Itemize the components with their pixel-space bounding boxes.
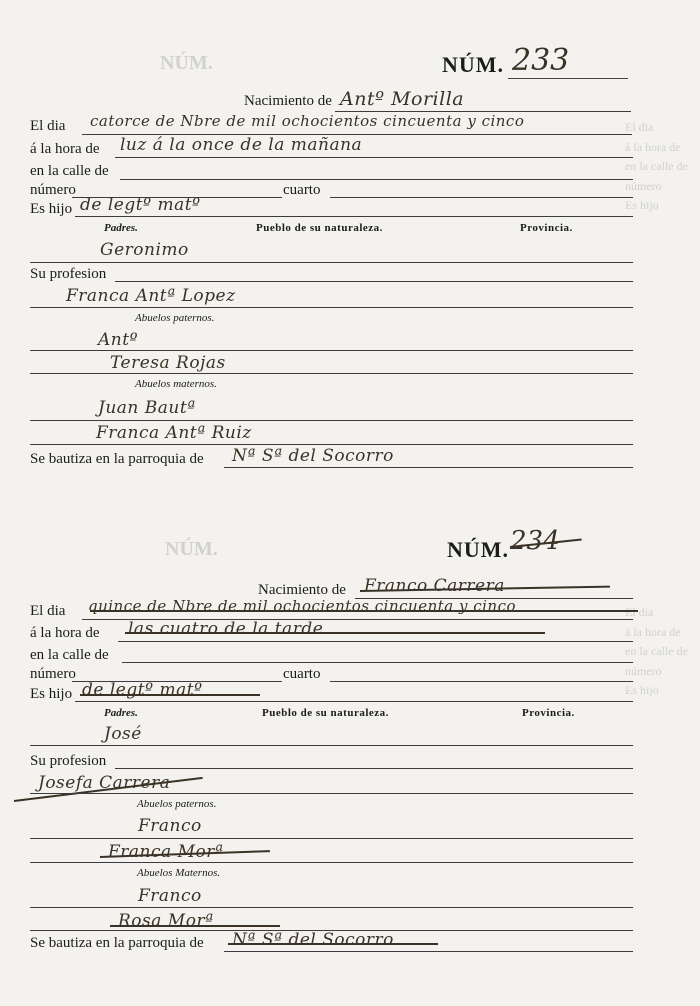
record-number-value: 234 [510, 526, 560, 556]
record-number-label: NÚM. [442, 52, 505, 77]
hijo-line [75, 216, 633, 217]
hijo-line [75, 701, 633, 702]
padre-value: Geronimo [100, 240, 189, 260]
nacimiento-label: Nacimiento de [244, 93, 332, 109]
hijo-value: de legtº matº [80, 195, 201, 215]
dia-strike [90, 610, 638, 612]
abuelo-materno-line [30, 907, 633, 908]
abuelo-paterno-value: Antº [98, 330, 139, 350]
parroquia-label: Se bautiza en la parroquia de [30, 451, 204, 467]
dia-value: quince de Nbre de mil ochocientos cincuenta y cinco [88, 597, 517, 615]
provincia-heading: Provincia. [522, 707, 575, 719]
hijo-value: de legtº matº [82, 680, 203, 700]
padre-line [30, 745, 633, 746]
abuelo-paterno-line [30, 838, 633, 839]
parroquia-value: Nª Sª del Socorro [232, 446, 394, 466]
abuela-paterna-value: Franca Morª [108, 842, 224, 862]
abuela-paterna-value: Teresa Rojas [110, 353, 226, 373]
bleed-through-text-top: El dia á la hora de en la calle de número Es hijo [625, 120, 688, 212]
abuela-materna-value: Franca Antª Ruiz [96, 423, 252, 443]
hijo-label: Es hijo [30, 686, 73, 702]
abuela-materna-value: Rosa Morª [118, 911, 214, 931]
bleed-through-number-top: NÚM. [160, 52, 213, 74]
numero-label: número [30, 666, 76, 682]
parroquia-value: Nª Sª del Socorro [232, 930, 394, 950]
pueblo-heading: Pueblo de su naturaleza. [256, 222, 383, 234]
hijo-strike [80, 694, 260, 696]
abuelo-materno-value: Franco [138, 886, 202, 906]
profesion-line [115, 768, 633, 769]
cuarto-label: cuarto [283, 666, 321, 682]
dia-label: El dia [30, 603, 66, 619]
provincia-heading: Provincia. [520, 222, 573, 234]
numero-label: número [30, 182, 76, 198]
padres-heading: Padres. [104, 707, 138, 719]
record-number-value: 233 [512, 43, 570, 78]
bleed-through-text-bottom: El dia á la hora de en la calle de número Es hijo [625, 605, 688, 697]
abuelos-paternos-label: Abuelos paternos. [135, 312, 215, 324]
madre-line [30, 307, 633, 308]
madre-value: Franca Antª Lopez [66, 286, 236, 306]
abuelos-maternos-label: Abuelos Maternos. [137, 867, 221, 879]
parroquia-line [224, 467, 633, 468]
abuelos-paternos-label: Abuelos paternos. [137, 798, 217, 810]
dia-value: catorce de Nbre de mil ochocientos cincuenta y cinco [90, 112, 525, 130]
calle-line [120, 179, 633, 180]
hora-label: á la hora de [30, 141, 100, 157]
abuelo-paterno-line [30, 350, 633, 351]
madre-value: Josefa Carrera [38, 773, 171, 793]
profesion-line [115, 281, 633, 282]
abuelo-paterno-value: Franco [138, 816, 202, 836]
pueblo-heading: Pueblo de su naturaleza. [262, 707, 389, 719]
abuela-paterna-line [30, 373, 633, 374]
nacimiento-label: Nacimiento de [258, 582, 346, 598]
record-number-underline [508, 78, 628, 79]
parroquia-line [224, 951, 633, 952]
hora-value: luz á la once de la mañana [120, 135, 363, 155]
hora-strike [125, 632, 545, 634]
profesion-label: Su profesion [30, 753, 107, 769]
abuela-materna-strike [110, 925, 280, 927]
profesion-label: Su profesion [30, 266, 107, 282]
nacimiento-value: Franco Carrera [364, 576, 505, 596]
hijo-label: Es hijo [30, 201, 73, 217]
padres-heading: Padres. [104, 222, 138, 234]
record-number-label: NÚM. [447, 537, 510, 562]
calle-label: en la calle de [30, 647, 109, 663]
padre-value: José [104, 724, 142, 744]
dia-label: El dia [30, 118, 66, 134]
abuela-paterna-line [30, 862, 633, 863]
parroquia-label: Se bautiza en la parroquia de [30, 935, 204, 951]
hora-label: á la hora de [30, 625, 100, 641]
cuarto-line [330, 681, 633, 682]
hora-line [118, 641, 633, 642]
hora-line [115, 157, 633, 158]
nacimiento-value: Antº Morilla [340, 88, 465, 110]
parroquia-strike [228, 943, 438, 945]
cuarto-line [330, 197, 633, 198]
abuelos-maternos-label: Abuelos maternos. [135, 378, 217, 390]
bleed-through-number-bottom: NÚM. [165, 538, 218, 560]
abuela-materna-line [30, 444, 633, 445]
calle-label: en la calle de [30, 163, 109, 179]
padre-line [30, 262, 633, 263]
hora-value: las cuatro de la tarde [128, 619, 324, 639]
calle-line [122, 662, 633, 663]
cuarto-label: cuarto [283, 182, 321, 198]
madre-line [30, 793, 633, 794]
abuelo-materno-line [30, 420, 633, 421]
abuelo-materno-value: Juan Bautª [98, 398, 196, 418]
